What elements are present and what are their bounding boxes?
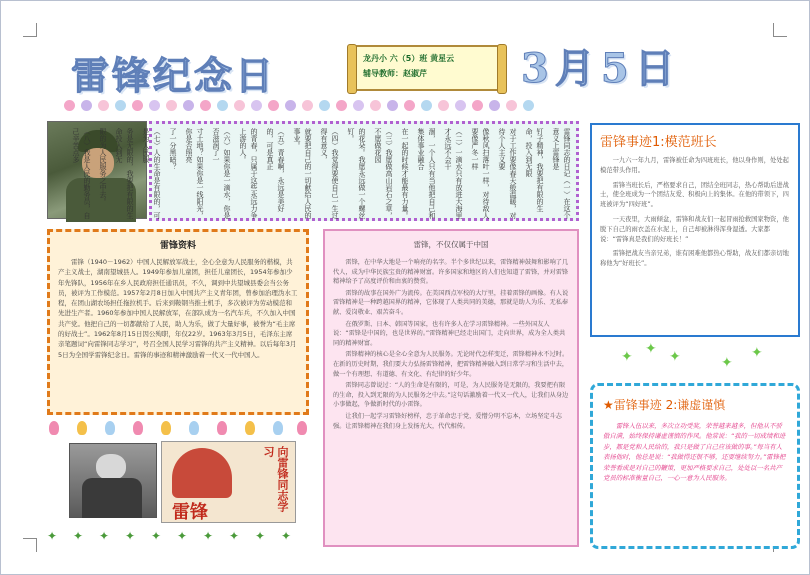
diary-column: 雷锋同志的日记（一）在这个意义上雷锋是 <box>552 128 571 219</box>
leaf-icon: ✦ <box>47 529 58 543</box>
story2-panel <box>590 383 800 549</box>
tulip-icon <box>217 421 227 435</box>
crop-mark-top-left <box>23 23 37 37</box>
leaf-icon: ✦ <box>229 529 240 543</box>
tulip-icon <box>245 421 255 435</box>
diary-column: 限的为人民服务之中去。 <box>99 128 107 205</box>
diary-column: 就要把自己的一切献给人民的事业。 <box>293 128 312 219</box>
star-decoration <box>611 341 791 371</box>
center-paragraph: 雷锋，在中华大地是一个响亮的名字。半个多世纪以来，雷锋精神鼓舞和影响了几代人，成为中华民族宝贵的精神财富。许多国家和地区的人们也知道了雷锋，并对雷锋精神给予了高度评价和由衷的赞赏。 <box>333 259 569 286</box>
center-paragraph: 雷锋同志曾说过：“人的生命是有限的，可是，为人民服务是无限的，我要把有限的生命，投入到无限的为人民服务之中去。”这句话激励着一代又一代人，让我们从身边小事做起，争做新时代的小雷锋。 <box>333 382 569 409</box>
leaf-icon: ✦ <box>151 529 162 543</box>
leaf-divider <box>47 529 309 545</box>
tulip-icon <box>161 421 171 435</box>
crop-mark-top-right <box>773 23 787 37</box>
tulip-icon <box>297 421 307 435</box>
star-icon: ✦ <box>721 355 733 371</box>
poster-name: 雷锋 <box>172 502 208 523</box>
credits-scroll <box>353 45 501 91</box>
diary-column: 对于工作要像春天般温暖，对待个人主义要 <box>498 128 517 219</box>
bio-title: 雷锋资料 <box>159 241 196 251</box>
leaf-icon: ✦ <box>125 529 136 543</box>
diary-column: 钉子精神，我要把有限的生命，投入到无限 <box>525 128 544 212</box>
leaf-icon: ✦ <box>281 529 292 543</box>
leaf-icon: ✦ <box>177 529 188 543</box>
center-paragraph: 雷锋的故事在国外广为流传。在美国西点军校的大厅里，挂着雷锋的画像。有人说雷锋精神是一种跨越国界的精神，它体现了人类共同的美德，那就是助人为乐、无私奉献、爱岗敬业、艰苦奋斗。 <box>333 289 569 316</box>
diary-column: （三）我愿做高山岩石之草，不愿做花园 <box>374 128 393 219</box>
story1-paragraph: 雷锋把战友当亲兄弟，谁有困难他都热心帮助，战友们都亲切地称他为“好班长”。 <box>600 250 789 268</box>
star-icon: ★ <box>603 398 614 412</box>
diary-quotes-panel <box>72 121 579 221</box>
tulip-icon <box>273 421 283 435</box>
leifeng-portrait-photo <box>69 443 157 518</box>
center-paragraph: 在俄罗斯、日本、韩国等国家，也有许多人在学习雷锋精神。一些外国友人说：“雷锋是中国的，也是世界的。”雷锋精神已经走出国门，走向世界，成为全人类共同的精神财富。 <box>333 320 566 347</box>
story1-paragraph: 一九六一年九月，雷锋被任命为四班班长，他以身作则，处处起模范带头作用。 <box>600 157 789 174</box>
flower-divider <box>61 97 561 115</box>
diary-column: 的青春，只属于这些永远力争上游的人。 <box>239 128 258 219</box>
diary-column: （四）我觉得要使自己一生过得有意义， <box>320 128 339 219</box>
poster-figure-shape <box>172 448 232 498</box>
leaf-icon: ✦ <box>203 529 214 543</box>
diary-column: 了一分黑暗？ <box>169 128 177 170</box>
story1-panel <box>590 123 800 337</box>
story2-title-text: 雷锋事迹 2:谦虚谨慎 <box>613 398 726 412</box>
star-icon: ✦ <box>751 345 763 361</box>
diary-column: （六）如果你是一滴水，你是否滋润了一 <box>212 128 231 219</box>
center-article-panel <box>323 229 579 547</box>
credits-line-2: 辅导教师：赵淑芹 <box>363 69 427 78</box>
page-date-title: 3月5日 <box>521 45 681 92</box>
diary-column: 像秋风扫落叶一样，对待敌人要像严冬一样 <box>471 128 490 219</box>
star-icon: ✦ <box>645 341 657 357</box>
diary-columns <box>70 128 572 220</box>
portrait-face-shape <box>96 454 126 480</box>
diary-column: 在一起的时候才能最有力量。 <box>401 128 409 219</box>
tulip-icon <box>77 421 87 435</box>
star-icon: ✦ <box>669 349 681 365</box>
diary-column: 的花朵。我愿永远做一个螺丝钉。 <box>347 128 366 219</box>
center-paragraph: 雷锋精神的核心是全心全意为人民服务。无论时代怎样变迁，雷锋精神永不过时。在新的历史时期，我们要大力弘扬雷锋精神，把雷锋精神融入到日常学习和生活中去，做一个有理想、有道德、有文化、有纪律的好少年。 <box>333 351 569 378</box>
diary-column: 寸土地？如果你是一线阳光，你是否照亮 <box>185 128 204 219</box>
diary-column: （八）我是人民的勤务员，自己辛苦点多 <box>72 128 91 219</box>
credits-line-1: 龙丹小 六（5）班 黄星云 <box>363 54 455 63</box>
tulip-icon <box>105 421 115 435</box>
diary-column: （五）青春啊，永远是美好的，可是真正 <box>266 128 285 212</box>
tulip-divider <box>47 421 309 439</box>
tulip-icon <box>133 421 143 435</box>
center-article-title: 雷锋，不仅仅属于中国 <box>413 240 489 249</box>
story1-title: 雷锋事迹1:模范班长 <box>600 135 717 150</box>
tulip-icon <box>189 421 199 435</box>
story2-text: 雷锋入伍以来，多次立功受奖，荣誉越来越多，但他从不骄傲自满，始终保持谦虚谨慎的作风。他常说：“我的一切成绩和进步，都是党和人民给的，我只是做了自己应该做的事。”每当有人表扬他时，他总是说：“我做得还很不够，还要继续努力。”雷锋把荣誉看成是对自己的鞭策，更加严格要求自己，处处以一名共产党员的标准衡量自己，一心一意为人民服务。 <box>603 422 786 483</box>
center-paragraph: 让我们一起学习雷锋好榜样，忠于革命忠于党，爱憎分明不忘本，立场坚定斗志强。让雷锋精神在我们身上发扬光大，代代相传。 <box>333 412 562 430</box>
diary-column: 务是无限的，我要把有限的生命投入到无 <box>115 128 134 219</box>
page-title: 雷锋纪念日 <box>71 53 277 98</box>
diary-column: 涸，一个人只有当他把自己和集体事业融合 <box>417 128 436 219</box>
crop-mark-bottom-left <box>23 538 37 552</box>
star-icon: ✦ <box>621 349 633 365</box>
tulip-icon <box>49 421 59 435</box>
diary-column: （七）人的生命是有限的，可是为人民服 <box>142 128 161 219</box>
leaf-icon: ✦ <box>73 529 84 543</box>
story1-paragraph: 一天夜里，大雨倾盆，雷锋和战友们一起冒雨抢救国家物资，他脱下自己的雨衣盖在水泥上，自己却被淋得浑身湿透。大家都说：“雷锋真是我们的好班长！” <box>600 215 789 243</box>
leaf-icon: ✦ <box>255 529 266 543</box>
bio-text: 雷锋（1940－1962）中国人民解放军战士，全心全意为人民服务的楷模，共产主义战士，湖南望城县人。1949年参加儿童团，担任儿童团长，1954年参加少年先锋队，1956年在乡人民政府担任通讯员，不久，调到中共望城县委会当公务员，被评为工作模范。1957年2月8日加入中国共产主义青年团，曾参加治理沩水工程，在团山湖农场担任拖拉机手。后来到鞍钢当推土机手，多次被评为劳动模范和先进生产者。1960年参加中国人民解放军，在部队成为一名汽车兵，不久加入中国共产党。他把自己的一切都献给了人民，助人为乐，做了大量好事，被誉为“毛主席的好战士”。1962年8月15日因公殉职，年仅22岁。1963年3月5日，毛泽东主席亲笔题词“向雷锋同志学习”，号召全国人民学习雷锋的共产主义精神。以后每年3月5日为全国学雷锋纪念日。雷锋的事迹和精神激励着一代又一代中国人。 <box>58 258 298 359</box>
bio-panel <box>47 229 309 415</box>
leaf-icon: ✦ <box>99 529 110 543</box>
poster-slogan: 向雷锋同志学习 <box>262 446 289 512</box>
diary-column: （二）一滴水只有放进大海里才永远不会干 <box>444 128 463 219</box>
leifeng-poster <box>161 441 296 523</box>
portrait-body-shape <box>82 478 142 518</box>
story1-paragraph: 雷锋当班长后，严格要求自己，团结全班同志，热心帮助后进战士，使全班成为一个团结友爱、积极向上的集体。在他的带领下，四班被评为“四好班”。 <box>600 181 789 209</box>
story2-title <box>603 396 787 413</box>
